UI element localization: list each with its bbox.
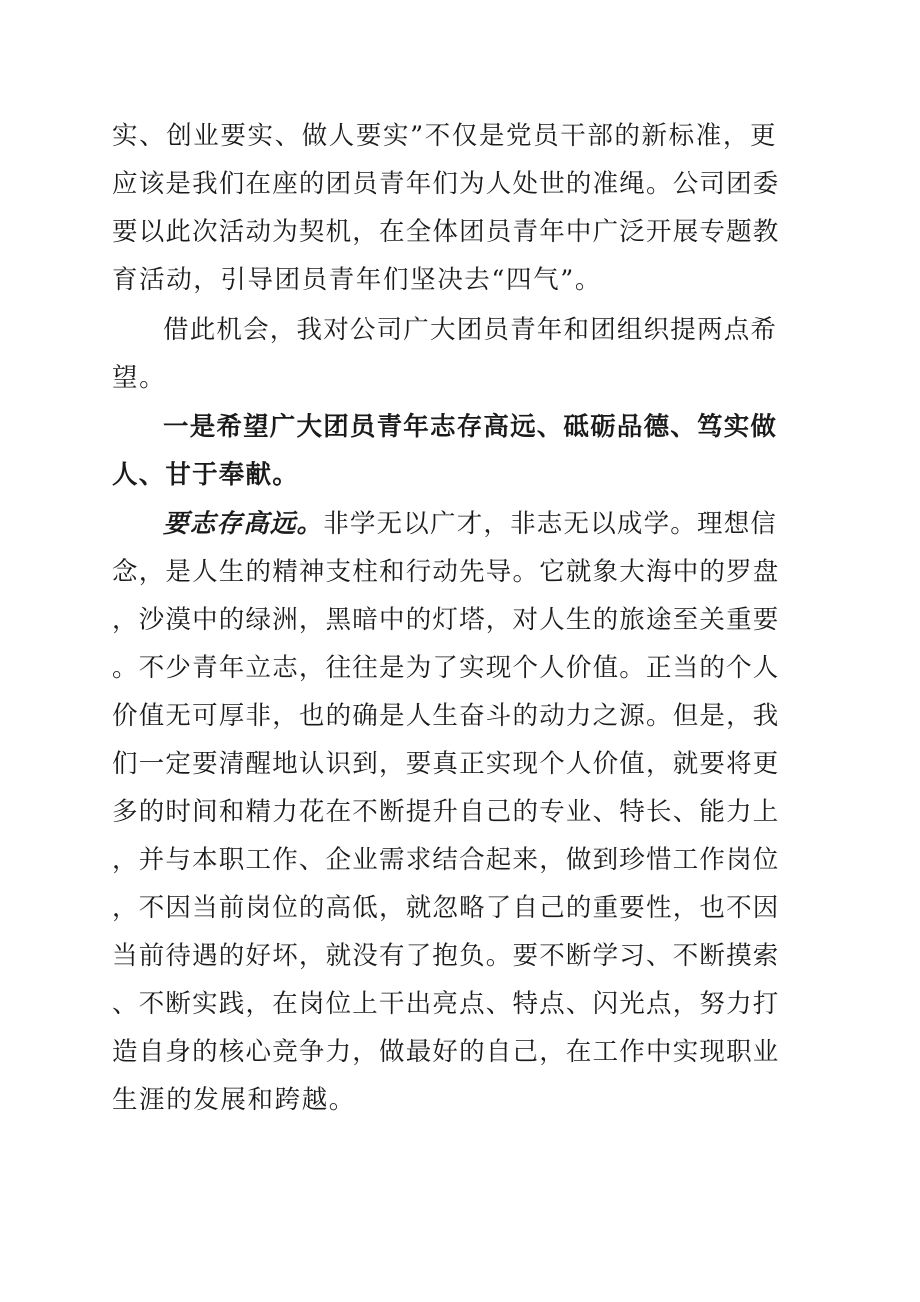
paragraph-2-line-1: 借此机会，我对公司广大团员青年和团组织提两点希	[163, 315, 778, 345]
paragraph-3-line-2: 念，是人生的精神支柱和行动先导。它就象大海中的罗盘	[112, 557, 780, 587]
paragraph-3-first-line-rest: 非学无以广才，非志无以成学。理想信	[323, 509, 778, 539]
paragraph-3-lead: 要志存高远。	[163, 509, 324, 539]
paragraph-3-line-9: ，不因当前岗位的高低，就忽略了自己的重要性，也不因	[112, 893, 780, 923]
paragraph-3-line-11: 、不断实践，在岗位上干出亮点、特点、闪光点，努力打	[112, 989, 780, 1019]
paragraph-3-line-4: 。不少青年立志，往往是为了实现个人价值。正当的个人	[112, 653, 780, 683]
heading-1-line-1: 一是希望广大团员青年志存高远、砥砺品德、笃实做	[163, 412, 778, 442]
paragraph-3-line-7: 多的时间和精力花在不断提升自己的专业、特长、能力上	[112, 797, 780, 827]
paragraph-1-line-2: 应该是我们在座的团员青年们为人处世的准绳。公司团委	[112, 169, 780, 199]
paragraph-3-line-6: 们一定要清醒地认识到，要真正实现个人价值，就要将更	[112, 749, 780, 779]
paragraph-3-line-8: ，并与本职工作、企业需求结合起来，做到珍惜工作岗位	[112, 845, 780, 875]
paragraph-1-line-1: 实、创业要实、做人要实”不仅是党员干部的新标准，更	[112, 121, 778, 151]
paragraph-3-line-10: 当前待遇的好坏，就没有了抱负。要不断学习、不断摸索	[112, 941, 780, 971]
paragraph-2-line-2: 望。	[112, 363, 167, 393]
paragraph-3-line-5: 价值无可厚非，也的确是人生奋斗的动力之源。但是，我	[112, 701, 780, 731]
paragraph-3-line-12: 造自身的核心竞争力，做最好的自己，在工作中实现职业	[112, 1037, 780, 1067]
heading-1-line-2: 人、甘于奉献。	[112, 460, 299, 490]
paragraph-3-line-1	[163, 500, 778, 548]
paragraph-1-line-3: 要以此次活动为契机，在全体团员青年中广泛开展专题教	[112, 217, 780, 247]
paragraph-1-line-4: 育活动，引导团员青年们坚决去“四气”。	[112, 265, 602, 295]
paragraph-3-line-3: ，沙漠中的绿洲，黑暗中的灯塔，对人生的旅途至关重要	[112, 605, 780, 635]
paragraph-3-line-13: 生涯的发展和跨越。	[112, 1085, 356, 1115]
